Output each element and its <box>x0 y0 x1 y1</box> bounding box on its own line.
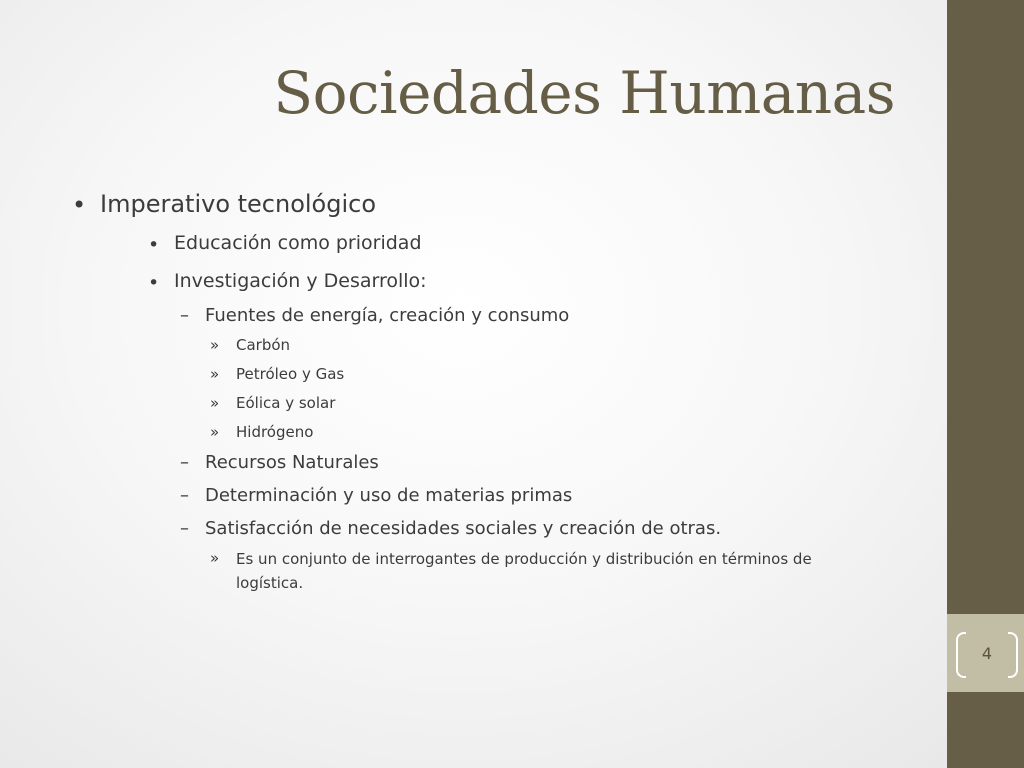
bullet-recursos-naturales: Recursos Naturales <box>205 452 379 473</box>
bullet-materias-primas: Determinación y uso de materias primas <box>205 485 573 506</box>
bullet-chevron-icon: » <box>210 423 220 441</box>
bullet-dash-icon: – <box>180 518 189 539</box>
bullet-educacion: Educación como prioridad <box>174 232 422 254</box>
bullet-carbon: Carbón <box>236 336 291 354</box>
page-number-badge <box>956 632 1018 678</box>
bullet-dash-icon: – <box>180 305 189 326</box>
bullet-satisfaccion-necesidades: Satisfacción de necesidades sociales y creación de otras. <box>205 518 722 539</box>
bullet-conjunto-interrogantes: Es un conjunto de interrogantes de producción y distribución en términos de logística. <box>236 550 812 592</box>
bullet-fuentes-energia: Fuentes de energía, creación y consumo <box>205 305 570 326</box>
bullet-dot-icon: • <box>72 191 87 219</box>
bullet-eolica-solar: Eólica y solar <box>236 394 336 412</box>
bullet-imperativo-tecnologico: Imperativo tecnológico <box>100 190 377 218</box>
slide-title: Sociedades Humanas <box>273 59 895 127</box>
bullet-chevron-icon: » <box>210 549 220 567</box>
bullet-petroleo-gas: Petróleo y Gas <box>236 365 345 383</box>
bullet-investigacion: Investigación y Desarrollo: <box>174 270 427 292</box>
bullet-chevron-icon: » <box>210 336 220 354</box>
page-number: 4 <box>981 644 993 663</box>
bullet-chevron-icon: » <box>210 394 220 412</box>
bullet-dash-icon: – <box>180 452 189 473</box>
bullet-dot-icon: • <box>148 272 160 294</box>
bullet-dash-icon: – <box>180 485 189 506</box>
bullet-hidrogeno: Hidrógeno <box>236 423 314 441</box>
bullet-dot-icon: • <box>148 234 160 256</box>
bullet-chevron-icon: » <box>210 365 220 383</box>
